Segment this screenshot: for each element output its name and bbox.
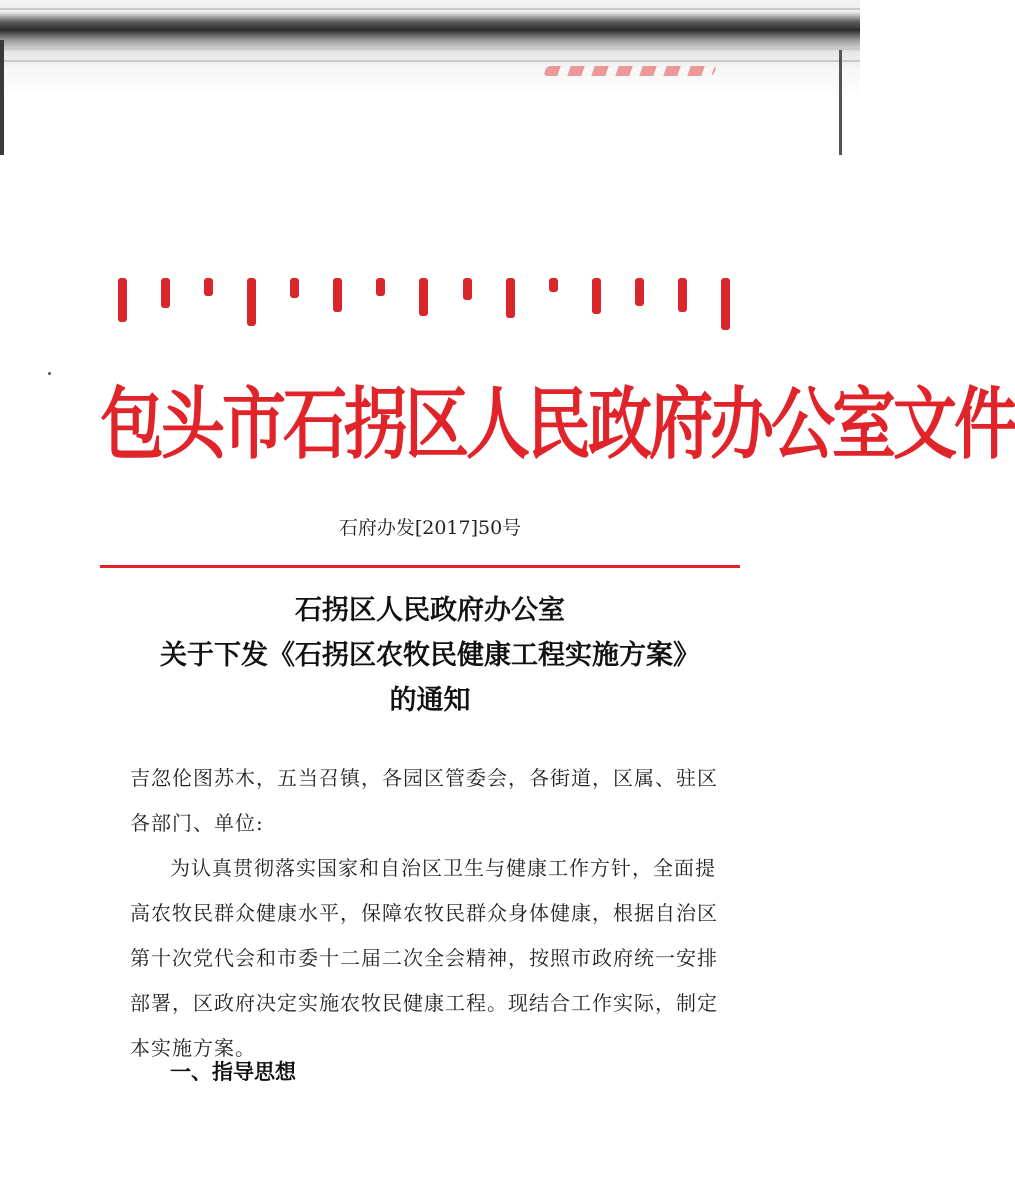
- scan-artifact-band: [0, 0, 860, 155]
- mongolian-masthead: [118, 278, 730, 336]
- notice-title: [0, 588, 860, 723]
- addressee-line: 吉忽伦图苏木，五当召镇，各园区管委会，各街道，区属、驻区各部门、单位:: [130, 766, 718, 835]
- red-bleed-mark: [543, 66, 717, 76]
- body-paragraph-1: 为认真贯彻落实国家和自治区卫生与健康工作方针，全面提高农牧民群众健康水平，保障农牧民群众身体健康，根据自治区第十次党代会和市委十二届二次全会精神，按照市政府统一安排部署，区政府决定实施农牧民健康工程。现结合工作实际，制定本实施方案。: [130, 856, 718, 1060]
- section-heading-1: 一、指导思想: [170, 1060, 296, 1084]
- notice-body: [130, 756, 730, 1071]
- scan-right-edge: [839, 50, 842, 155]
- scan-streak: [0, 8, 860, 10]
- title-line-3: 的通知: [389, 685, 471, 716]
- scan-streak: [0, 48, 860, 50]
- document-number: 石府办发[2017]50号: [338, 517, 522, 539]
- document-masthead: 包头市石拐区人民政府办公室文件: [100, 380, 1015, 471]
- red-divider-rule: [100, 565, 740, 568]
- title-line-1: 石拐区人民政府办公室: [295, 595, 565, 626]
- scan-streak: [0, 60, 860, 62]
- title-line-2: 关于下发《石拐区农牧民健康工程实施方案》: [160, 640, 700, 671]
- scan-left-edge: [0, 40, 4, 155]
- scan-speck: [48, 372, 51, 375]
